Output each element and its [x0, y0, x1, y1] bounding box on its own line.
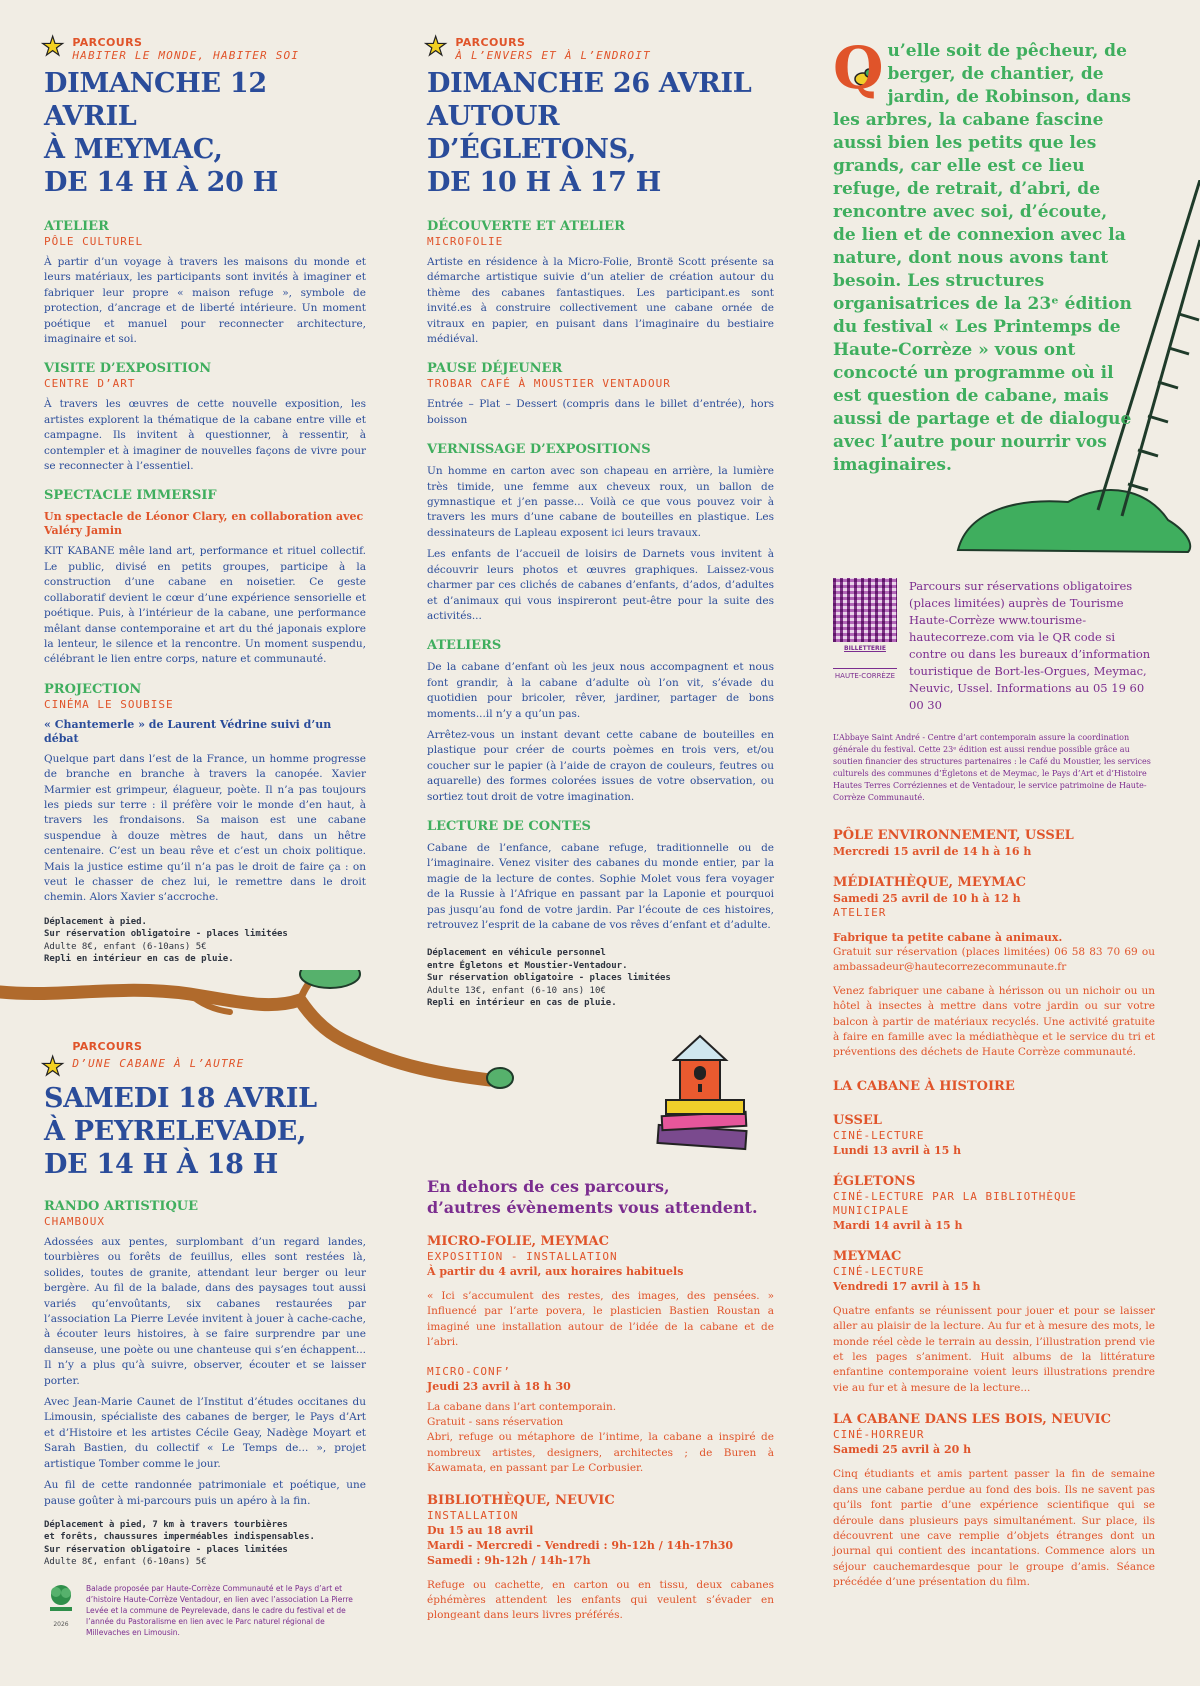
section-title: VISITE D’EXPOSITION: [44, 361, 212, 377]
section-text: À travers les œuvres de cette nouvelle exposition, les artistes explorent la thématique de la cabane entre ville et campagne. Ils invitent à questionner, à ressentir, à contempler et à imaginer de nouvelles façons de vivre pour se reconnecter à l’essentiel.: [44, 398, 366, 473]
section-title: DÉCOUVERTE ET ATELIER: [427, 219, 625, 234]
event-info: Gratuit sur réservation (places limitées) 06 58 83 70 69 ou ambassadeur@hautecorrezecommunaute.fr: [833, 946, 1155, 974]
event-text: Abri, refuge ou métaphore de l’intime, la cabane a inspiré de nombreux artistes, designers, architectes ; de Buren à Kawamata, en passant par Le Corbusier.: [427, 1431, 774, 1475]
drop-cap: Q: [833, 34, 884, 102]
parcours-practical-info: [44, 916, 366, 966]
event-title: ÉGLETONS: [833, 1173, 916, 1189]
star-icon: ★: [41, 32, 65, 62]
star-icon: ★: [41, 1052, 65, 1082]
event-type: CINÉ-LECTURE: [833, 1128, 925, 1142]
column-right: [833, 578, 1155, 1591]
other-events: [427, 1176, 774, 1624]
section-place: CHAMBOUX: [44, 1215, 105, 1228]
column-right-intro: [833, 34, 1133, 477]
section-text: Cabane de l’enfance, cabane refuge, traditionnelle ou de l’imaginaire. Venez visiter des cabanes du monde entier, par la magie de la lecture de contes. Sophie Molet vous fera voyager de la Russie à l’Afrique en passant par la Laponie et pourquoi pas jusqu’au fond de votre jardin. Par l’écoute de ces histoires, retrouvez l’esprit de la cabane de vos rêves d’enfant et d’adulte.: [427, 841, 774, 931]
section-contes: [427, 819, 774, 933]
event-title: PÔLE ENVIRONNEMENT, USSEL: [833, 828, 1074, 843]
note-line: Sur réservation obligatoire - places limitées: [427, 973, 671, 984]
parcours-subtitle: HABITER LE MONDE, HABITER SOI: [72, 49, 300, 62]
section-place: CENTRE D’ART: [44, 377, 136, 391]
event-date: À partir du 4 avril, aux horaires habituels: [427, 1265, 684, 1278]
event-text: Quatre enfants se réunissent pour jouer et pour se laisser aller au plaisir de la lecture. Au fur et à mesure des mots, le monde réel cède le terrain au dessin, l’illustration prend vie et les pages s’animent. Huit albums de la littérature enfantine contemporaine voient leurs illustrations prendre vie au fur et à mesure de la lecture...: [833, 1304, 1155, 1394]
star-icon: ★: [424, 32, 448, 62]
qr-code[interactable]: [833, 578, 897, 642]
footer-logo-year: 2026: [53, 1620, 69, 1628]
parcours-subtitle: À L’ENVERS ET À L’ENDROIT: [455, 49, 651, 62]
event-subtitle: Fabrique ta petite cabane à animaux.: [833, 931, 1063, 944]
section-title: ATELIERS: [427, 638, 502, 654]
section-ateliers: [427, 638, 774, 805]
note-line: Adulte 8€, enfant (6-10ans) 5€: [44, 941, 207, 952]
section-text: Quelque part dans l’est de la France, un homme progresse de branche en branche à travers la canopée. Xavier Marmier est grimpeur, élagueur, poète. Il n’a pas toujours les pieds sur terre : il préfère voir le monde d’en haut, à travers les frondaisons. Sa maison est une cabane suspendue à douze mètres de haut, dans un hêtre centenaire. C’est un beau rêve et c’est un choix politique. Mais la justice estime qu’il n’a pas le droit de faire ça : on veut le chasser de chez lui, le remettre dans le droit chemin. Alors Xavier s’accroche.: [44, 752, 366, 904]
parcours-practical-info: [427, 947, 774, 1010]
section-spectacle: [44, 488, 366, 667]
event-type: INSTALLATION: [427, 1508, 519, 1522]
note-line: Sur réservation obligatoire - places limitées: [44, 929, 288, 940]
note-line: Déplacement en véhicule personnel: [427, 948, 606, 959]
heading-line: En dehors de ces parcours,: [427, 1177, 670, 1196]
note-line: Sur réservation obligatoire - places limitées: [44, 1544, 288, 1555]
section-vernissage: [427, 442, 774, 624]
section-title: VERNISSAGE D’EXPOSITIONS: [427, 442, 651, 458]
headline-line: À PEYRELEVADE,: [44, 1116, 307, 1147]
event-date: Mercredi 15 avril de 14 h à 16 h: [833, 845, 1032, 858]
event-price: Gratuit - sans réservation: [427, 1416, 564, 1429]
heading-line: d’autres évènements vous attendent.: [427, 1198, 758, 1217]
parcours-subtitle: D’UNE CABANE À L’AUTRE: [72, 1057, 245, 1070]
parcours-label: PARCOURS: [72, 36, 143, 49]
section-subtitle: « Chantemerle » de Laurent Védrine suivi d’un débat: [44, 717, 332, 745]
other-events-heading: [427, 1176, 774, 1218]
event-type: EXPOSITION - INSTALLATION: [427, 1250, 618, 1263]
intro-text: u’elle soit de pêcheur, de berger, de chantier, de jardin, de Robinson, dans les arbres, la cabane fascine aussi bien les petits que les grands, car elle est ce lieu refuge, de retrait, d’abri, de rencontre avec soi, d’écoute, de lien et de connexion avec la nature, dont nous avons tant besoin. Les structures organisatrices de la 23ᵉ édition du festival « Les Printemps de Haute-Corrèze » vous ont concocté un programme où il est question de cabane, mais aussi de partage et de dialogue avec l’autre pour nourrir vos imaginaires.: [833, 41, 1132, 475]
event-type: CINÉ-LECTURE PAR LA BIBLIOTHÈQUE MUNICIPALE: [833, 1189, 1077, 1217]
footer-text: Balade proposée par Haute-Corrèze Communauté et le Pays d’art et d’histoire Haute-Corrèze Ventadour, en lien avec l’association La Pierre Levée et la commune de Peyrelevade, dans le cadre du festival et de l’année du Pastoralisme en lien avec le Parc naturel régional de Millevaches en Limousin.: [86, 1583, 353, 1637]
event-type: CINÉ-LECTURE: [833, 1264, 925, 1278]
event-date: Lundi 13 avril à 15 h: [833, 1143, 962, 1157]
event-date: Samedi 25 avril à 20 h: [833, 1443, 972, 1457]
section-place: TROBAR CAFÉ À MOUSTIER VENTADOUR: [427, 377, 671, 391]
event-type: ATELIER: [833, 906, 887, 919]
section-rando: [44, 1199, 366, 1509]
section-pause: [427, 361, 774, 428]
event-date: Vendredi 17 avril à 15 h: [833, 1279, 981, 1293]
note-line: Déplacement à pied.: [44, 916, 147, 927]
event-series-title: LA CABANE À HISTOIRE: [833, 1078, 1015, 1094]
note-line: Adulte 8€, enfant (6-10ans) 5€: [44, 1557, 207, 1568]
parcours-headline: [44, 1082, 366, 1181]
parcours-practical-info: [44, 1519, 366, 1569]
section-text: Un homme en carton avec son chapeau en arrière, la lumière très timide, une femme aux cheveux roux, un ballon de gymnastique et j’en passe... Voilà ce que vous pouvez voir à travers les murs d’une cabane de bouteilles en plastique. Les dessinateurs de Lapleau exposent ici leurs travaux.: [427, 465, 774, 539]
event-text: Venez fabriquer une cabane à hérisson ou un nichoir ou un hôtel à insectes à mettre dans votre jardin ou sur votre balcon à partir de matériaux recyclés. Une activité gratuite à faire en famille avec la médiathèque et le service du tri et préventions des déchets de Haute Corrèze communauté.: [833, 984, 1155, 1059]
section-title: RANDO ARTISTIQUE: [44, 1199, 199, 1214]
column-middle: [424, 32, 774, 1010]
section-text: Adossées aux pentes, surplombant d’un regard landes, tourbières ou forêts de feuillus, elles sont restées là, solides, toutes de granite, attendant leur berger ou leur bergère. Au fil de la balade, dans des paysages tout aussi variés qu’envoûtants, six cabanes restaurées par l’association La Pierre Levée invitent à jouer à cache-cache, à écouter leurs histoires, à se faire surprendre par une danseuse, une poète ou une chanteuse qui s’en échappent... Il n’y a plus qu’à suivre, observer, écouter et se laisser porter.: [44, 1236, 366, 1387]
note-line: Repli en intérieur en cas de pluie.: [44, 954, 234, 965]
event-text: Cinq étudiants et amis partent passer la fin de semaine dans une cabane perdue au fond des bois. Ils ne savent pas qu’ils font partie d’une expérience scientifique qui se déroule dans plusieurs pays simultanément. Sur place, ils découvrent une cave remplie d’objets étranges dont un journal qui contient des incantations. Commence alors un séjour cauchemardesque pour le groupe d’amis. Séance précédée d’une présentation du film.: [833, 1468, 1155, 1589]
headline-line: À MEYMAC,: [44, 134, 223, 165]
event-subtitle: La cabane dans l’art contemporain.: [427, 1400, 617, 1413]
coordination-text: L’Abbaye Saint André - Centre d’art contemporain assure la coordination générale du festival. Cette 23ᵉ édition est aussi rendue possible grâce au soutien financier des structures partenaires : le Café du Moustier, les services culturels des communes d’Égletons et de Meymac, le Pays d’Art et d’Histoire Hautes Terres Corréziennes et de Ventadour, le service patrimoine de Haute-Corrèze Communauté.: [833, 733, 1151, 802]
section-text: De la cabane d’enfant où les jeux nous accompagnent et nous font grandir, à la cabane d’adulte où l’on vit, s’évade du quotidien pour bricoler, rêver, jardiner, partager de bons moments...il n’y a qu’un pas.: [427, 661, 774, 720]
event-date: Samedi 25 avril de 10 h à 12 h: [833, 892, 1021, 905]
section-text: Les enfants de l’accueil de loisirs de Darnets vous invitent à découvrir leurs photos et œuvres graphiques. Laissez-vous charmer par ces clichés de cabanes d’enfants, d’ados, d’adultes et d’animaux qui vous inspireront peut-être pour la suite des activités...: [427, 548, 774, 622]
section-text: Avec Jean-Marie Caunet de l’Institut d’études occitanes du Limousin, spécialiste des cabanes de berger, le Pays d’Art et d’Histoire et les artistes Cécile Geay, Nadège Moyart et Sarah Bastien, du collectif « Le Temps de... », projet artistique Tomber comme le jour.: [44, 1396, 366, 1470]
section-title: SPECTACLE IMMERSIF: [44, 488, 217, 504]
section-title: ATELIER: [44, 219, 109, 234]
section-atelier: [44, 219, 366, 347]
event-title: MÉDIATHÈQUE, MEYMAC: [833, 875, 1026, 890]
column-left: [41, 32, 366, 966]
section-text: KIT KABANE mêle land art, performance et rituel collectif. Le public, divisé en petits groupes, participe à la construction d’une cabane en noisetier. Ce geste collaboratif devient le cœur d’une expérience sensorielle et poétique. Puis, à l’intérieur de la cabane, une performance mêlant danse contemporaine et art du thé japonais explore la lenteur, le silence et la rencontre. Un moment suspendu, célébrant le lien entre corps, nature et communauté.: [44, 545, 366, 666]
parcours-header-2: [424, 32, 774, 63]
event-title: MEYMAC: [833, 1248, 902, 1264]
event-text: Refuge ou cachette, en carton ou en tissu, deux cabanes éphémères attendent les enfants qui veulent s’évader en plongeant dans leurs livres préférés.: [427, 1578, 774, 1622]
section-title: PROJECTION: [44, 681, 142, 697]
section-place: PÔLE CULTUREL: [44, 235, 144, 248]
parcours-label: PARCOURS: [455, 36, 526, 49]
birdhouse-books-illustration: [650, 1030, 760, 1160]
tourism-logo: HAUTE-CORRÈZE: [833, 668, 897, 681]
note-line: Adulte 13€, enfant (6-10 ans) 10€: [427, 985, 606, 996]
event-date: Jeudi 23 avril à 18 h 30: [427, 1379, 571, 1393]
column-left-bottom: [41, 1040, 366, 1638]
qr-label: BILLETTERIE: [844, 645, 886, 652]
section-text: À partir d’un voyage à travers les maisons du monde et leurs matériaux, les participants sont invités à imaginer et fabriquer leur propre « maison refuge », symbole de protection, d’ancrage et de liberté intérieure. Un moment poétique et manuel pour reconnecter architecture, imaginaire et soi.: [44, 256, 366, 346]
headline-line: SAMEDI 18 AVRIL: [44, 1083, 317, 1114]
section-title: PAUSE DÉJEUNER: [427, 361, 563, 377]
headline-line: DIMANCHE 12 AVRIL: [44, 68, 267, 132]
event-title: USSEL: [833, 1112, 882, 1128]
section-text: Arrêtez-vous un instant devant cette cabane de bouteilles en plastique pour créer de courts poèmes en trois vers, et/ou coucher sur le papier (à l’aide de crayon de couleurs, feutres ou aquarelle) des formes colorées issues de votre observation, ou sortiez tout droit de votre imagination.: [427, 728, 774, 803]
intro-quote: [833, 34, 1133, 477]
section-title: LECTURE DE CONTES: [427, 818, 591, 834]
reservation-text: Parcours sur réservations obligatoires (places limitées) auprès de Tourisme Haute-Corrèze www.tourisme-hautecorreze.com via le QR code si contre ou dans les bureaux d’information touristique de Bort-les-Orgues, Meymac, Neuvic, Ussel. Informations au 05 19 60 00 30: [909, 579, 1151, 712]
note-line: Déplacement à pied, 7 km à travers tourbières: [44, 1519, 288, 1530]
reservation-codes: [833, 578, 897, 714]
event-type: MICRO-CONF’: [427, 1364, 511, 1378]
footer-partners: [44, 1583, 366, 1638]
parcours-headline: [427, 67, 774, 199]
section-text: Au fil de cette randonnée patrimoniale et poétique, une pause goûter à mi-parcours puis un apéro à la fin.: [44, 1479, 366, 1507]
section-text: Entrée – Plat – Dessert (compris dans le billet d’entrée), hors boisson: [427, 398, 774, 426]
headline-line: DE 10 H À 17 H: [427, 167, 661, 198]
section-place: MICROFOLIE: [427, 235, 504, 248]
note-line: et forêts, chaussures imperméables indispensables.: [44, 1532, 315, 1543]
event-title: LA CABANE DANS LES BOIS, NEUVIC: [833, 1412, 1111, 1428]
reservation-block: [833, 578, 1155, 714]
event-title: BIBLIOTHÈQUE, NEUVIC: [427, 1492, 615, 1508]
event-date: Mardi - Mercredi - Vendredi : 9h-12h / 14h-17h30: [427, 1538, 734, 1552]
section-place: CINÉMA LE SOUBISE: [44, 697, 174, 711]
parcours-label: PARCOURS: [72, 1040, 143, 1053]
section-projection: [44, 682, 366, 906]
section-subtitle: Un spectacle de Léonor Clary, en collaboration avec Valéry Jamin: [44, 510, 364, 538]
headline-line: DE 14 H À 20 H: [44, 167, 278, 198]
event-date: Samedi : 9h-12h / 14h-17h: [427, 1553, 591, 1567]
note-line: entre Égletons et Moustier-Ventadour.: [427, 960, 628, 971]
leaf-logo-icon: [46, 1583, 76, 1617]
headline-line: DIMANCHE 26 AVRIL: [427, 68, 752, 99]
event-type: CINÉ-HORREUR: [833, 1428, 925, 1442]
event-date: Du 15 au 18 avril: [427, 1523, 534, 1537]
footer-logo: [44, 1583, 78, 1628]
note-line: Repli en intérieur en cas de pluie.: [427, 998, 617, 1009]
event-date: Mardi 14 avril à 15 h: [833, 1218, 963, 1232]
section-text: Artiste en résidence à la Micro-Folie, Brontë Scott présente sa démarche artistique suivie d’un atelier de création autour du thème des cabanes fantastiques. Les participant.es sont invité.es à construire collectivement une cabane ornée de vitraux en papier, en puisant dans l’imaginaire du bestiaire médiéval.: [427, 256, 774, 346]
section-visite: [44, 361, 366, 474]
event-title: MICRO-FOLIE, MEYMAC: [427, 1234, 609, 1249]
parcours-headline: [44, 67, 366, 199]
event-text: « Ici s’accumulent des restes, des images, des pensées. » Influencé par l’arte povera, le plasticien Bastien Roustan a imaginé une installation autour de l’idée de la cabane et de l’abri.: [427, 1290, 774, 1349]
headline-line: AUTOUR D’ÉGLETONS,: [427, 101, 636, 165]
headline-line: DE 14 H À 18 H: [44, 1149, 278, 1180]
section-decouverte: [427, 219, 774, 347]
parcours-header-3: [41, 1040, 366, 1082]
parcours-header-1: [41, 32, 366, 63]
